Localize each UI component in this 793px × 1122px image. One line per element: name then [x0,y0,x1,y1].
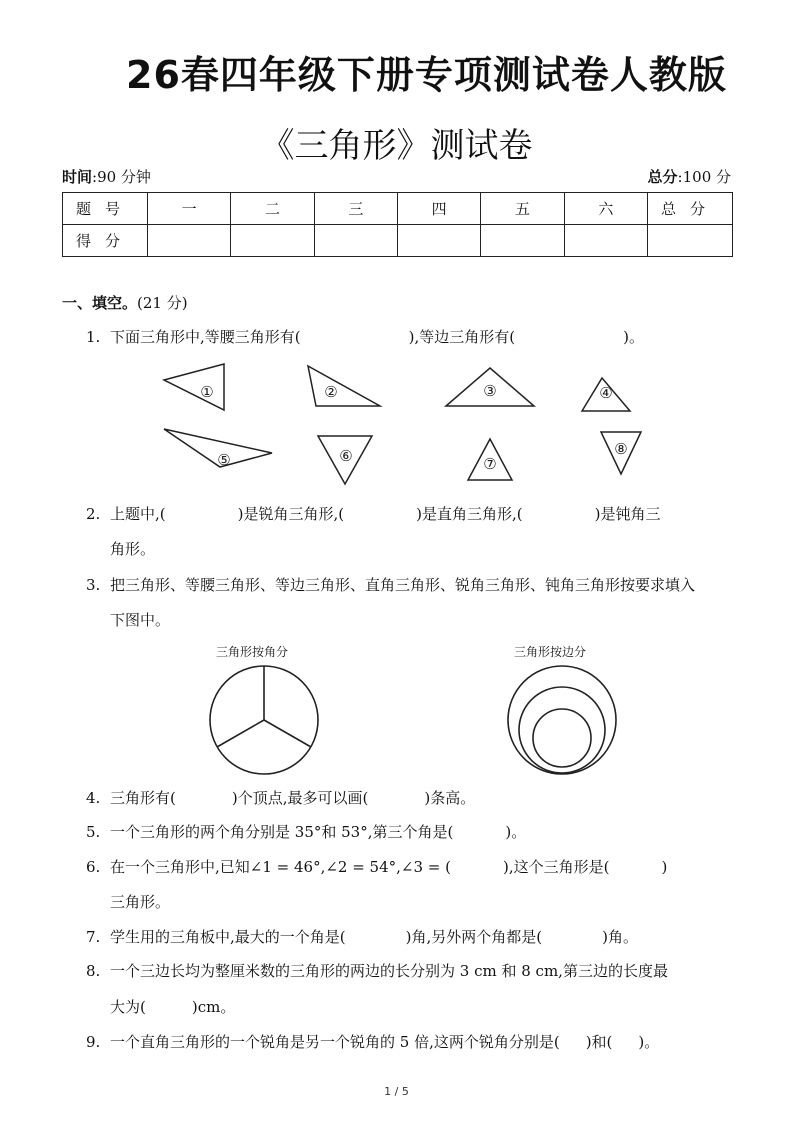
question-number: 6. [86,858,101,876]
question-text: )cm。 [191,998,236,1016]
question-4 [86,788,475,808]
score-table-header-row [63,193,733,225]
question-text: 一个三角形的两个角分别是 35°和 53°,第三个角是( [110,823,454,841]
triangle-label-3: ③ [483,382,497,400]
total-label: 总分 [647,168,678,186]
triangle-label-5: ⑤ [217,451,231,469]
section-title: 一、填空。 [62,294,138,312]
question-text: )角。 [602,928,638,946]
time-label: 时间 [62,168,93,186]
outer-circle [508,666,616,774]
score-table-score-row [63,225,733,257]
section-points: (21 分) [137,294,188,312]
question-text: ) [661,858,668,876]
section-heading [62,292,188,313]
question-3 [86,575,695,595]
score-col-4: 四 [397,193,480,225]
question-text: 把三角形、等腰三角形、等边三角形、直角三角形、锐角三角形、钝角三角形按要求填入 [110,576,696,594]
score-row-head: 题号 [63,193,148,225]
question-8-continuation [110,996,235,1017]
triangle-label-8: ⑧ [614,440,628,458]
score-cell-4[interactable] [397,225,480,257]
question-text: )是钝角三 [594,505,661,523]
side-classification-circles [503,662,623,782]
page-indicator: 1 / 5 [384,1085,409,1098]
question-text: 三角形有( [110,789,176,807]
question-text: 大为( [110,998,146,1016]
question-text: 上题中,( [110,505,166,523]
score-cell-2[interactable] [231,225,314,257]
question-number: 1. [86,328,101,346]
inner-circle [533,709,591,767]
triangle-label-1: ① [200,383,214,401]
divider-line [264,720,311,747]
triangle-label-6: ⑥ [339,447,353,465]
score-col-2: 二 [231,193,314,225]
question-number: 4. [86,789,101,807]
question-number: 3. [86,576,101,594]
question-text: )角,另外两个角都是( [405,928,543,946]
score-col-3: 三 [314,193,397,225]
score-cell-total[interactable] [648,225,733,257]
page-subtitle: 《三角形》测试卷 [260,126,533,166]
question-text: 在一个三角形中,已知∠1 = 46°,∠2 = 54°,∠3 = ( [110,858,451,876]
question-2 [86,504,660,524]
question-text: )条高。 [424,789,476,807]
question-text: )个顶点,最多可以画( [231,789,369,807]
question-6 [86,857,667,877]
question-number: 2. [86,505,101,523]
score-col-1: 一 [148,193,231,225]
question-text: 下面三角形中,等腰三角形有( [110,328,301,346]
question-3-continuation: 下图中。 [110,611,171,629]
question-number: 7. [86,928,101,946]
divider-line [217,720,264,747]
question-number: 9. [86,1033,101,1051]
question-text: )。 [505,823,527,841]
triangles-figure [150,356,650,486]
score-col-total: 总分 [648,193,733,225]
question-number: 5. [86,823,101,841]
question-text: )。 [623,328,644,346]
question-text: )和( [585,1033,613,1051]
classify-by-side-label: 三角形按边分 [514,645,587,659]
triangle-1 [164,364,224,410]
total-value: :100 分 [677,168,731,186]
time-info [62,166,151,187]
question-text: 一个三边长均为整厘米数的三角形的两边的长分别为 3 cm 和 8 cm,第三边的长度最 [110,962,668,980]
question-text: )是直角三角形,( [416,505,523,523]
question-7 [86,927,638,947]
question-1 [86,327,644,347]
score-cell-1[interactable] [148,225,231,257]
question-text: 学生用的三角板中,最大的一个角是( [110,928,346,946]
page-title: 26春四年级下册专项测试卷人教版 [126,53,727,97]
question-text: )是锐角三角形,( [237,505,345,523]
triangle-2 [308,366,380,406]
score-table [62,192,733,257]
angle-classification-circle [205,662,325,782]
time-value: :90 分钟 [92,168,151,186]
triangle-label-7: ⑦ [483,455,497,473]
question-number: 8. [86,962,101,980]
score-col-6: 六 [564,193,647,225]
question-6-continuation: 三角形。 [110,893,171,911]
question-text: )。 [638,1033,660,1051]
question-text: 一个直角三角形的一个锐角是另一个锐角的 5 倍,这两个锐角分别是( [110,1033,560,1051]
question-text: ),这个三角形是( [502,858,610,876]
question-2-continuation: 角形。 [110,540,156,558]
middle-circle [519,687,605,773]
question-text: ),等边三角形有( [408,328,516,346]
score-col-5: 五 [481,193,564,225]
triangle-label-4: ④ [599,384,613,402]
triangle-label-2: ② [324,383,338,401]
classify-by-angle-label: 三角形按角分 [216,645,289,659]
question-5 [86,822,526,842]
question-8 [86,961,668,981]
score-cell-3[interactable] [314,225,397,257]
total-info [648,166,731,187]
score-cell-5[interactable] [481,225,564,257]
score-row-head-2: 得分 [63,225,148,257]
question-9 [86,1032,659,1052]
score-cell-6[interactable] [564,225,647,257]
